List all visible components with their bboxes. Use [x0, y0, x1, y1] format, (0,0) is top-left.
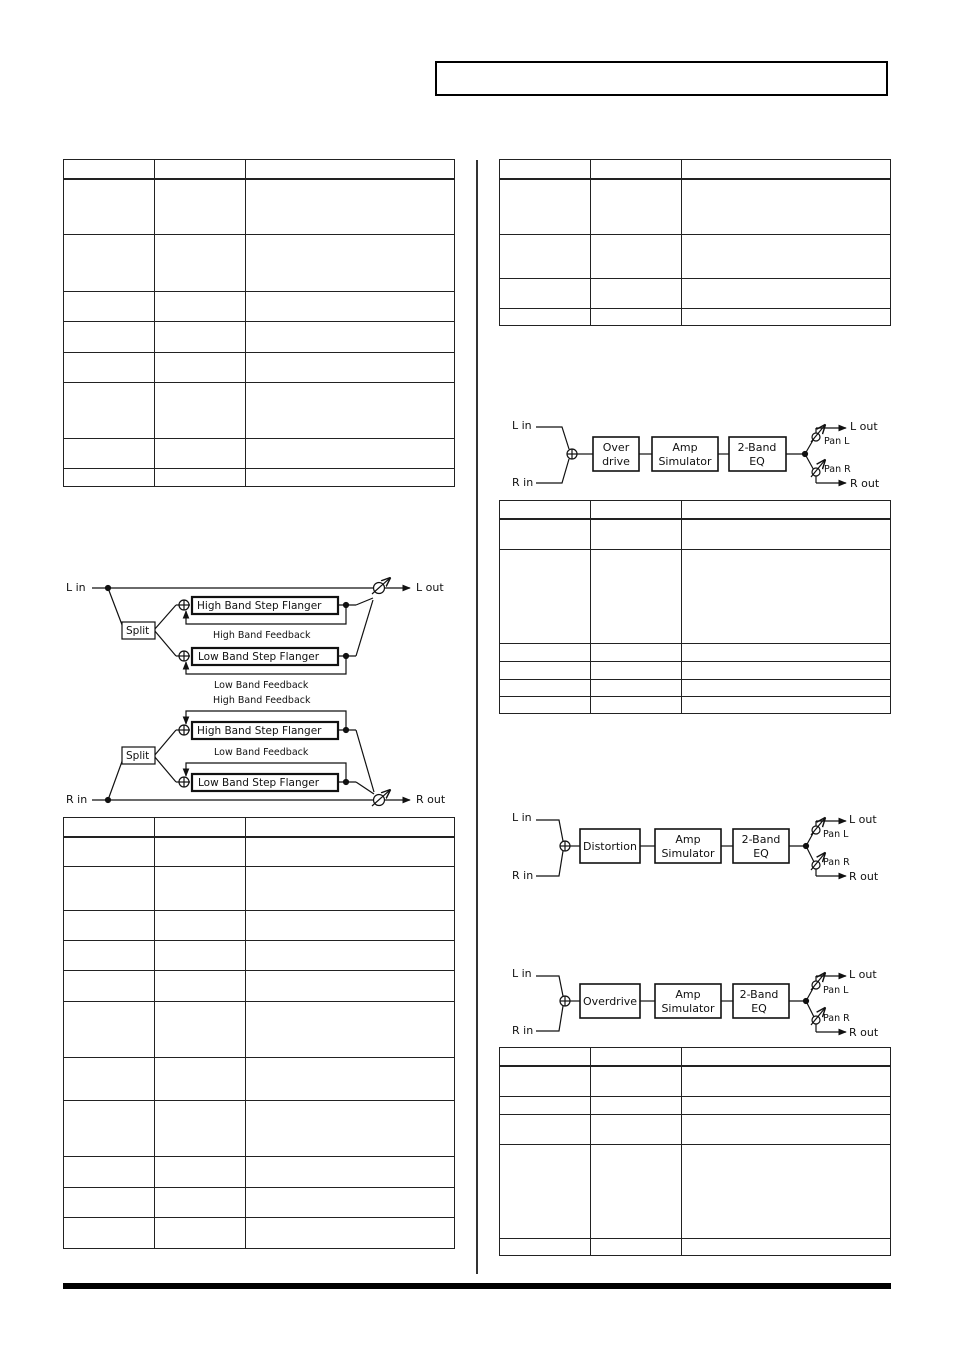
high-band-feedback-top-label: High Band Feedback [213, 630, 311, 641]
dist-block1-line1: Distortion [583, 840, 637, 853]
dist-block2-line1: Amp [675, 833, 701, 846]
od-bottom-pan-r-label: Pan R [823, 1013, 850, 1024]
od-top-block1-line1: Over [602, 441, 630, 454]
od-bottom-block2-line1: Amp [675, 988, 701, 1001]
od-top-block1-line2: drive [602, 455, 630, 468]
flanger-r-out-label: R out [416, 793, 446, 806]
od-bottom-block2-line2: Simulator [661, 1002, 715, 1015]
flanger-r-in-label: R in [66, 793, 88, 806]
low-band-step-flanger-bottom-label: Low Band Step Flanger [198, 777, 320, 789]
dist-r-out-label: R out [849, 870, 879, 883]
od-bottom-r-in-label: R in [512, 1024, 534, 1037]
param-table-2 [64, 818, 455, 1249]
od-top-block2-line1: Amp [672, 441, 698, 454]
param-table-3 [500, 160, 891, 326]
od-bottom-l-in-label: L in [512, 967, 532, 980]
param-table-5 [500, 1048, 891, 1256]
od-bottom-block3-line2: EQ [751, 1002, 767, 1015]
step-flanger-diagram [92, 578, 410, 806]
dist-pan-r-label: Pan R [823, 857, 850, 868]
flanger-l-out-label: L out [416, 581, 444, 594]
flanger-split-bottom-label: Split [126, 750, 150, 762]
dist-pan-l-label: Pan L [823, 829, 849, 840]
od-bottom-pan-l-label: Pan L [823, 985, 849, 996]
od-top-pan-r-label: Pan R [824, 464, 851, 475]
od-top-l-out-label: L out [850, 420, 878, 433]
dist-block2-line2: Simulator [661, 847, 715, 860]
dist-l-out-label: L out [849, 813, 877, 826]
dist-l-in-label: L in [512, 811, 532, 824]
od-top-r-out-label: R out [850, 477, 880, 490]
param-table-1 [64, 160, 455, 487]
dist-block3-line2: EQ [753, 847, 769, 860]
overdrive-chain-top-diagram [536, 425, 846, 483]
dist-block3-line1: 2-Band [741, 833, 781, 846]
high-band-feedback-bottom-label: High Band Feedback [213, 695, 311, 706]
od-top-block3-line1: 2-Band [737, 441, 777, 454]
low-band-feedback-bottom-label: Low Band Feedback [214, 747, 309, 758]
od-top-block3-line2: EQ [749, 455, 765, 468]
low-band-feedback-top-label: Low Band Feedback [214, 680, 309, 691]
high-band-step-flanger-bottom-label: High Band Step Flanger [197, 725, 322, 737]
param-table-4 [500, 501, 891, 714]
od-bottom-l-out-label: L out [849, 968, 877, 981]
high-band-step-flanger-top-label: High Band Step Flanger [197, 600, 322, 612]
od-top-l-in-label: L in [512, 419, 532, 432]
flanger-l-in-label: L in [66, 581, 86, 594]
od-bottom-r-out-label: R out [849, 1026, 879, 1039]
od-bottom-block1-line1: Overdrive [582, 995, 638, 1008]
dist-r-in-label: R in [512, 869, 534, 882]
od-top-block2-line2: Simulator [658, 455, 712, 468]
od-top-r-in-label: R in [512, 476, 534, 489]
low-band-step-flanger-top-label: Low Band Step Flanger [198, 651, 320, 663]
flanger-split-top-label: Split [126, 625, 150, 637]
od-top-pan-l-label: Pan L [824, 436, 850, 447]
od-bottom-block3-line1: 2-Band [739, 988, 779, 1001]
